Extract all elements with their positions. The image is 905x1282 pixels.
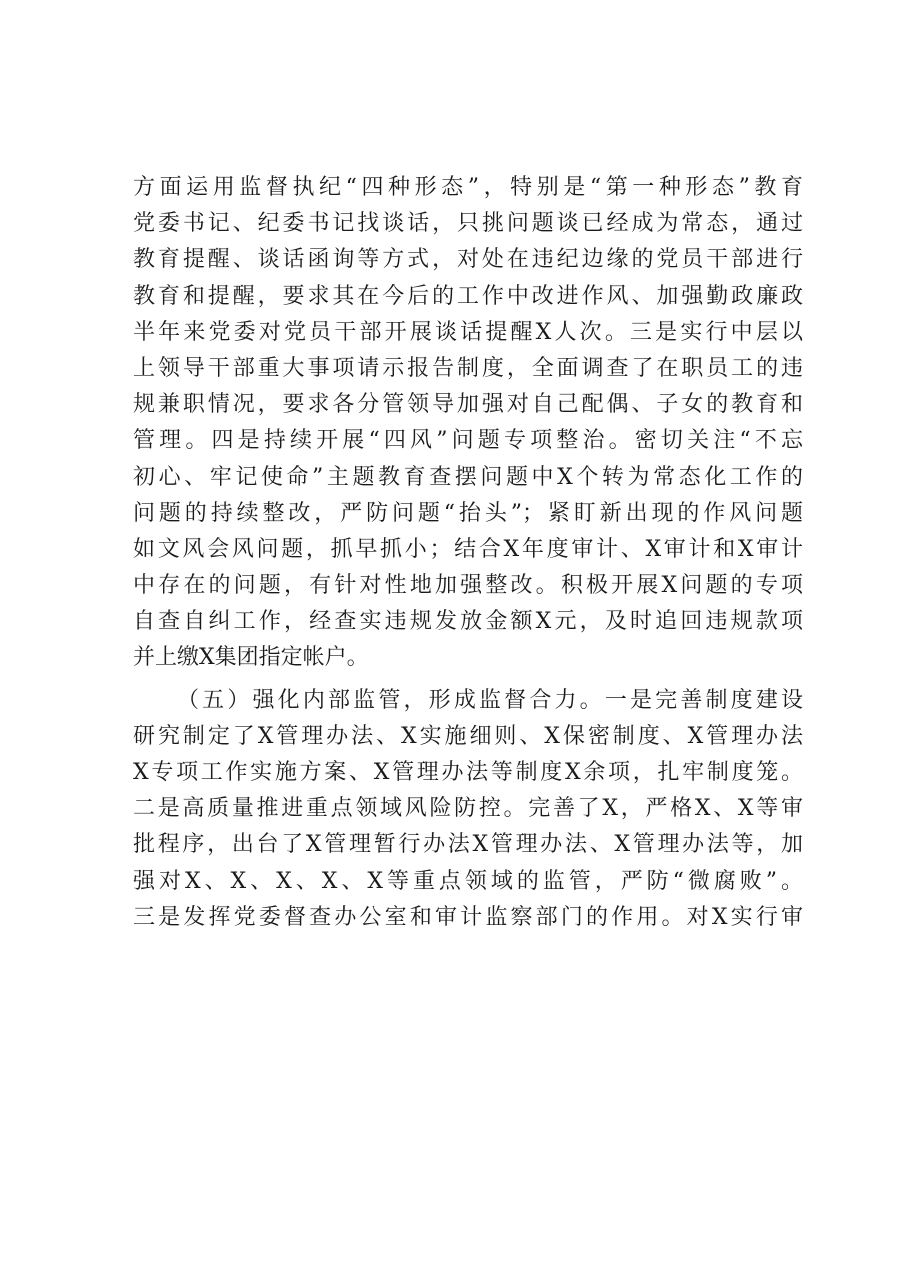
text-line: 党委书记、纪委书记找谈话，只挑问题谈已经成为常态，通过 (133, 211, 803, 237)
text-line: X专项工作实施方案、X管理办法等制度X余项，扎牢制度笼。 (133, 760, 803, 785)
text-line: 三是发挥党委督查办公室和审计监察部门的作用。对X实行审 (133, 904, 803, 930)
text-line-indented: （五）强化内部监管，形成监督合力。一是完善制度建设 (177, 687, 803, 713)
text-line: 批程序，出台了X管理暂行办法X管理办法、X管理办法等，加 (133, 832, 803, 858)
text-line: 中存在的问题，有针对性地加强整改。积极开展X问题的专项 (133, 573, 803, 599)
text-line: 教育提醒、谈话函询等方式，对处在违纪边缘的党员干部进行 (133, 247, 803, 273)
paragraph-section-five (133, 683, 803, 936)
text-line: 管理。四是持续开展“四风”问题专项整治。密切关注“不忘 (133, 428, 803, 454)
text-line: 二是高质量推进重点领域风险防控。完善了X，严格X、X等审 (133, 796, 803, 822)
text-line: 并上缴X集团指定帐户。 (133, 645, 369, 671)
text-line: 强对X、X、X、X、X等重点领域的监管，严防“微腐败”。 (133, 868, 803, 894)
text-line: 半年来党委对党员干部开展谈话提醒X人次。三是实行中层以 (133, 319, 803, 345)
document-body (133, 170, 803, 936)
text-line: 教育和提醒，要求其在今后的工作中改进作风、加强勤政廉政 (133, 283, 803, 309)
text-line: 研究制定了X管理办法、X实施细则、X保密制度、X管理办法 (133, 723, 803, 749)
text-line: 初心、牢记使命”主题教育查摆问题中X个转为常态化工作的 (133, 464, 803, 490)
text-line: 规兼职情况，要求各分管领导加强对自己配偶、子女的教育和 (133, 392, 803, 418)
text-line: 问题的持续整改，严防问题“抬头”；紧盯新出现的作风问题 (133, 500, 803, 526)
paragraph-continuation (133, 170, 803, 677)
text-line: 上领导干部重大事项请示报告制度，全面调查了在职员工的违 (133, 355, 803, 381)
text-line: 如文风会风问题，抓早抓小；结合X年度审计、X审计和X审计 (133, 536, 803, 562)
text-line: 方面运用监督执纪“四种形态”，特别是“第一种形态”教育 (133, 175, 803, 200)
text-line: 自查自纠工作，经查实违规发放金额X元，及时追回违规款项 (133, 609, 803, 635)
